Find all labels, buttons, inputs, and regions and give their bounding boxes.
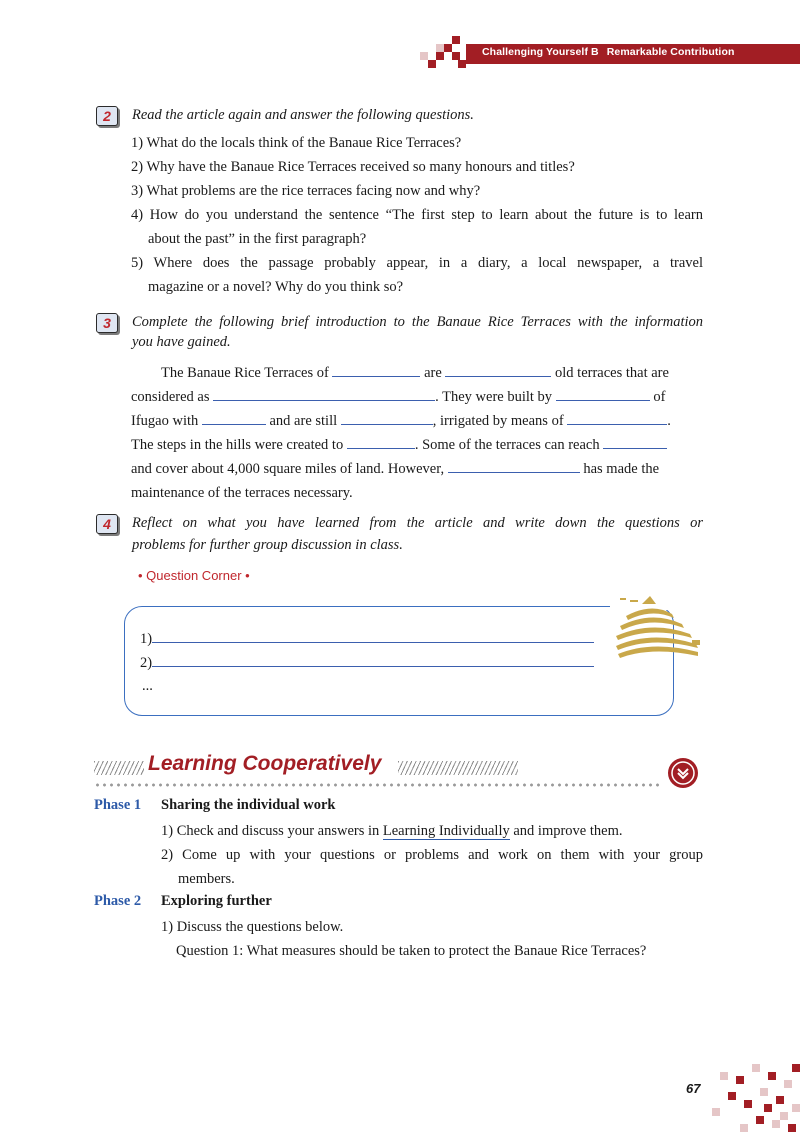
task-3-instruction-cont: you have gained. [132, 334, 231, 350]
fill-paragraph-line-6: maintenance of the terraces necessary. [131, 485, 353, 501]
task-2-question-5: 5) Where does the passage probably appear, in a diary, a local newspaper, a travel [131, 255, 703, 271]
task-4-number: 4 [96, 514, 118, 534]
task-2-instruction: Read the article again and answer the following questions. [132, 107, 474, 123]
blank-1[interactable] [332, 362, 420, 377]
phase-2-title: Exploring further [161, 893, 272, 909]
question-1-line[interactable] [152, 628, 594, 643]
question-corner-label: • Question Corner • [138, 568, 250, 583]
task-2-question-1: 1) What do the locals think of the Banaue Rice Terraces? [131, 135, 462, 151]
blank-5[interactable] [202, 410, 266, 425]
page-number: 67 [686, 1081, 701, 1096]
phase-1-step-1: 1) Check and discuss your answers in Learning Individually and improve them. [161, 823, 623, 839]
fill-paragraph-line-5: and cover about 4,000 square miles of land. However, has made the [131, 457, 659, 481]
phase-1-label: Phase 1 [94, 797, 142, 813]
task-2-question-4: 4) How do you understand the sentence “The first step to learn about the future is to learn [131, 207, 703, 223]
task-2-question-5-cont: magazine or a novel? Why do you think so? [148, 279, 404, 295]
blank-8[interactable] [347, 434, 415, 449]
question-2-line[interactable] [152, 652, 594, 667]
task-4-instruction: Reflect on what you have learned from the article and write down the questions or [132, 515, 703, 531]
phase-2-question-1: Question 1: What measures should be taken to protect the Banaue Rice Terraces? [176, 943, 647, 959]
learning-individually-link[interactable]: Learning Individually [382, 823, 510, 839]
question-corner-item-2: 2) [140, 651, 594, 675]
header-chapter: Remarkable Contribution [606, 46, 735, 58]
fill-paragraph-line-2: considered as . They were built by of [131, 385, 665, 409]
phase-1-title: Sharing the individual work [161, 797, 336, 813]
phase-1-step-2: 2) Come up with your questions or problems and work on them with your group [161, 847, 703, 863]
task-3-instruction: Complete the following brief introduction to the Banaue Rice Terraces with the information [132, 314, 703, 330]
phase-1-step-2-cont: members. [178, 871, 235, 887]
header-title [482, 46, 734, 58]
rice-terrace-illustration [612, 594, 708, 660]
task-4-instruction-cont: problems for further group discussion in class. [132, 537, 403, 553]
fill-paragraph-line-3: Ifugao with and are still , irrigated by means of . [131, 409, 671, 433]
question-corner-ellipsis: ... [142, 678, 153, 694]
blank-4[interactable] [556, 386, 650, 401]
blank-2[interactable] [445, 362, 551, 377]
blank-6[interactable] [341, 410, 433, 425]
chevron-down-icon[interactable] [668, 758, 698, 788]
phase-2-step-1: 1) Discuss the questions below. [161, 919, 344, 935]
blank-9[interactable] [603, 434, 667, 449]
task-2-question-2: 2) Why have the Banaue Rice Terraces received so many honours and titles? [131, 159, 575, 175]
fill-paragraph-line-4: The steps in the hills were created to . Some of the terraces can reach [131, 433, 667, 457]
header-section: Challenging Yourself B [482, 46, 599, 58]
title-hatch-right [398, 761, 518, 775]
blank-10[interactable] [448, 458, 580, 473]
task-2-question-4-cont: about the past” in the first paragraph? [148, 231, 367, 247]
dotted-divider [94, 783, 662, 787]
title-hatch-left [94, 761, 144, 775]
blank-7[interactable] [567, 410, 667, 425]
section-title: Learning Cooperatively [148, 752, 382, 775]
phase-2-label: Phase 2 [94, 893, 142, 909]
task-3-number: 3 [96, 313, 118, 333]
question-corner-item-1: 1) [140, 627, 594, 651]
blank-3[interactable] [213, 386, 435, 401]
task-2-number: 2 [96, 106, 118, 126]
task-2-question-3: 3) What problems are the rice terraces facing now and why? [131, 183, 481, 199]
fill-paragraph-line-1: The Banaue Rice Terraces of are old terraces that are [161, 361, 669, 385]
